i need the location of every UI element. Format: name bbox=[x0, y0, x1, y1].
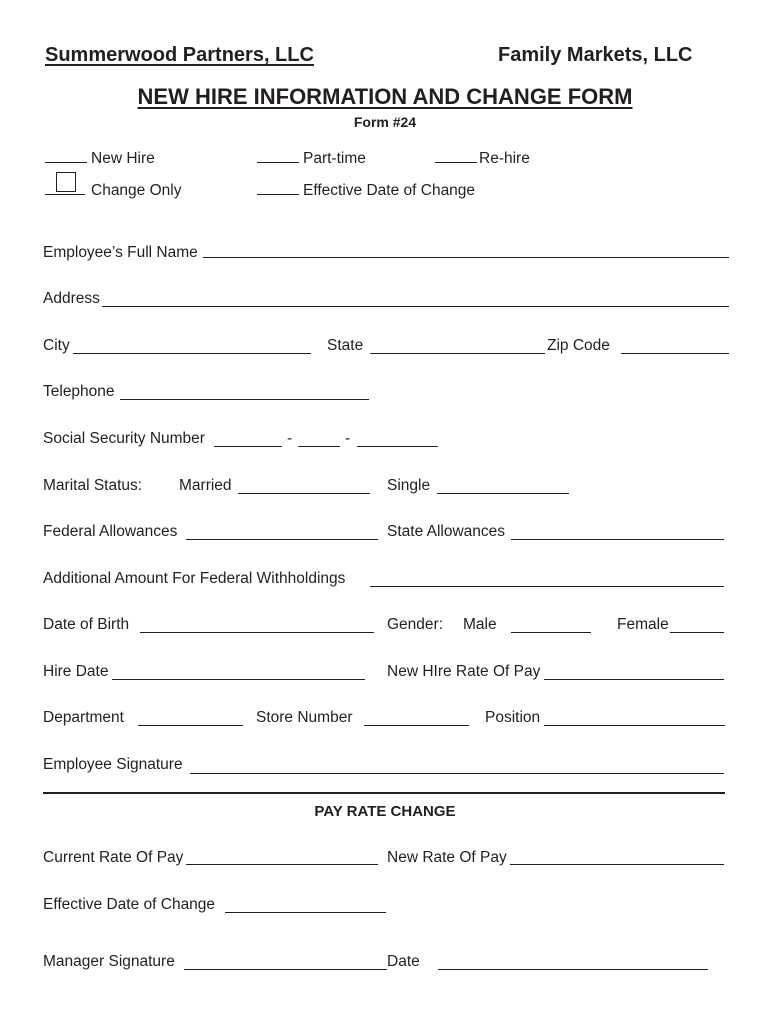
new-rate-field[interactable] bbox=[510, 864, 724, 865]
re-hire-blank[interactable] bbox=[435, 162, 477, 163]
pay-effective-date-field[interactable] bbox=[225, 912, 386, 913]
part-time-label: Part-time bbox=[303, 150, 366, 167]
ssn-field-part1[interactable] bbox=[214, 446, 282, 447]
full-name-label: Employee’s Full Name bbox=[43, 244, 198, 261]
date-label: Date bbox=[387, 953, 420, 970]
gender-label: Gender: bbox=[387, 616, 444, 633]
ssn-separator-2: - bbox=[345, 430, 351, 447]
company-name-left: Summerwood Partners, LLC bbox=[45, 44, 314, 66]
form-title: NEW HIRE INFORMATION AND CHANGE FORM bbox=[137, 84, 633, 109]
city-label: City bbox=[43, 337, 70, 354]
zip-label: Zip Code bbox=[547, 337, 610, 354]
dob-label: Date of Birth bbox=[43, 616, 130, 633]
ssn-field-part3[interactable] bbox=[357, 446, 438, 447]
federal-allowances-label: Federal Allowances bbox=[43, 523, 178, 540]
female-label: Female bbox=[617, 616, 669, 633]
effective-date-label: Effective Date of Change bbox=[303, 182, 476, 199]
position-field[interactable] bbox=[544, 725, 725, 726]
new-rate-label: New Rate Of Pay bbox=[387, 849, 507, 866]
change-only-checkbox[interactable] bbox=[56, 172, 76, 192]
single-field[interactable] bbox=[437, 493, 569, 494]
federal-allowances-field[interactable] bbox=[186, 539, 378, 540]
store-number-label: Store Number bbox=[256, 709, 353, 726]
male-label: Male bbox=[463, 616, 497, 633]
position-label: Position bbox=[485, 709, 541, 726]
single-label: Single bbox=[387, 477, 431, 494]
ssn-field-part2[interactable] bbox=[298, 446, 340, 447]
telephone-label: Telephone bbox=[43, 383, 115, 400]
city-field[interactable] bbox=[73, 353, 311, 354]
state-allowances-label: State Allowances bbox=[387, 523, 506, 540]
department-field[interactable] bbox=[138, 725, 243, 726]
state-field[interactable] bbox=[370, 353, 545, 354]
form-number: Form #24 bbox=[353, 114, 417, 130]
pay-effective-date-label: Effective Date of Change bbox=[43, 896, 216, 913]
married-label: Married bbox=[179, 477, 232, 494]
ssn-label: Social Security Number bbox=[43, 430, 205, 447]
company-name-right: Family Markets, LLC bbox=[498, 44, 693, 66]
additional-amount-field[interactable] bbox=[370, 586, 724, 587]
state-allowances-field[interactable] bbox=[511, 539, 724, 540]
telephone-field[interactable] bbox=[120, 399, 369, 400]
additional-amount-label: Additional Amount For Federal Withholdings bbox=[43, 570, 346, 587]
current-rate-label: Current Rate Of Pay bbox=[43, 849, 184, 866]
part-time-blank[interactable] bbox=[257, 162, 299, 163]
male-field[interactable] bbox=[511, 632, 591, 633]
manager-signature-field[interactable] bbox=[184, 969, 387, 970]
new-hire-blank[interactable] bbox=[45, 162, 87, 163]
manager-signature-label: Manager Signature bbox=[43, 953, 175, 970]
female-field[interactable] bbox=[670, 632, 724, 633]
effective-date-blank[interactable] bbox=[257, 194, 299, 195]
hire-date-field[interactable] bbox=[112, 679, 365, 680]
hire-date-label: Hire Date bbox=[43, 663, 109, 680]
employee-signature-field[interactable] bbox=[190, 773, 724, 774]
married-field[interactable] bbox=[238, 493, 370, 494]
zip-field[interactable] bbox=[621, 353, 729, 354]
change-only-blank[interactable] bbox=[45, 194, 85, 195]
employee-signature-label: Employee Signature bbox=[43, 756, 183, 773]
new-hire-label: New Hire bbox=[91, 150, 155, 167]
ssn-separator-1: - bbox=[287, 430, 293, 447]
section-divider bbox=[43, 792, 725, 794]
current-rate-field[interactable] bbox=[186, 864, 378, 865]
department-label: Department bbox=[43, 709, 124, 726]
address-field[interactable] bbox=[102, 306, 729, 307]
marital-status-label: Marital Status: bbox=[43, 477, 143, 494]
address-label: Address bbox=[43, 290, 100, 307]
pay-rate-change-heading: PAY RATE CHANGE bbox=[314, 803, 456, 820]
full-name-field[interactable] bbox=[203, 257, 729, 258]
new-hire-rate-label: New HIre Rate Of Pay bbox=[387, 663, 541, 680]
date-field[interactable] bbox=[438, 969, 708, 970]
store-number-field[interactable] bbox=[364, 725, 469, 726]
state-label: State bbox=[327, 337, 364, 354]
dob-field[interactable] bbox=[140, 632, 374, 633]
change-only-label: Change Only bbox=[91, 182, 182, 199]
re-hire-label: Re-hire bbox=[479, 150, 530, 167]
new-hire-rate-field[interactable] bbox=[544, 679, 724, 680]
